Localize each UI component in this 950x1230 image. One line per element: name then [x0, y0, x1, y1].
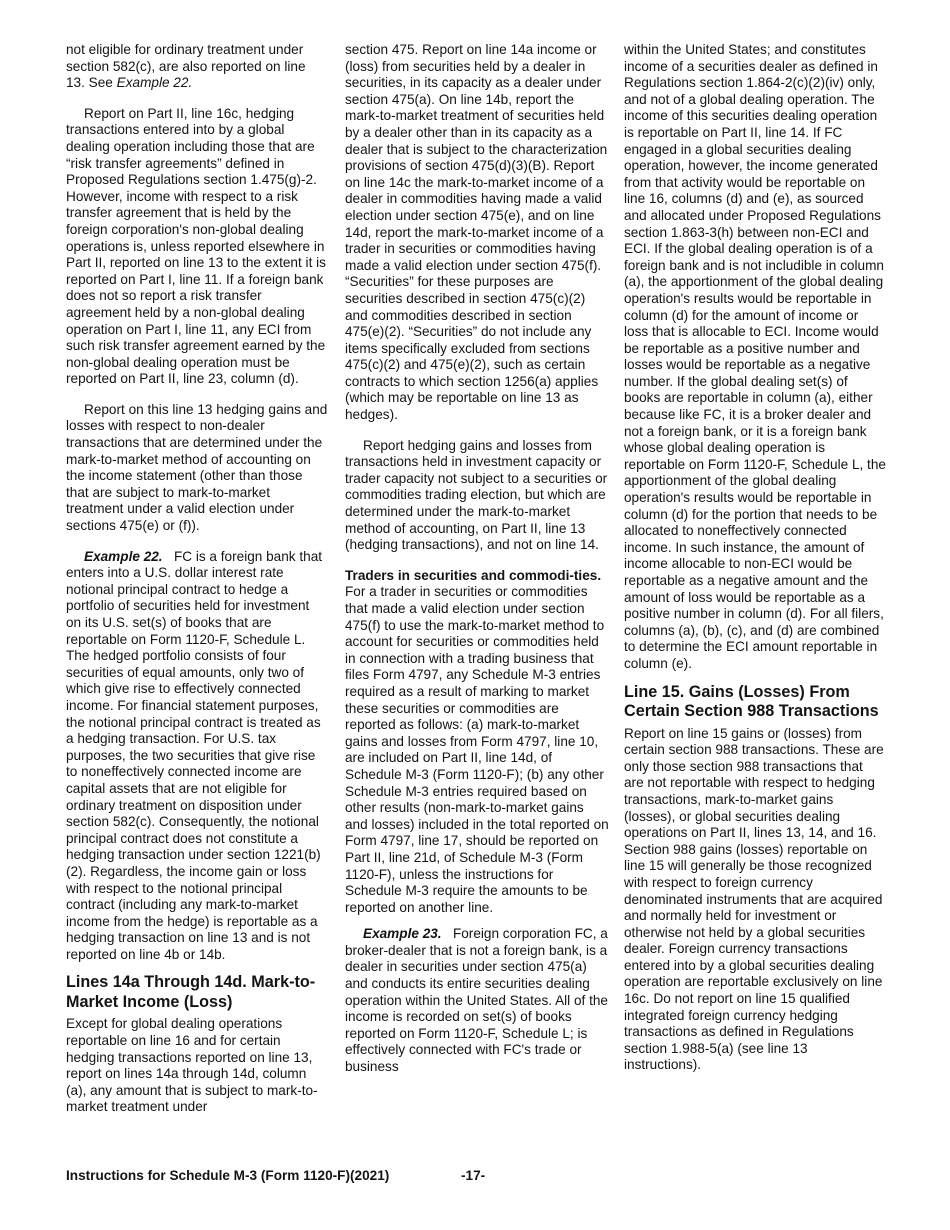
example-23: Example 23. Foreign corporation FC, a broker-dealer that is not a foreign bank, is a dealer in securities under section 475(a) and conducts its entire securities dealing operation within the United States. All of the income is recorded on set(s) of books reported on Form 1120-F, Schedule L; is effectively connected with FC's trade or business — [345, 926, 608, 1075]
section-heading: Line 15. Gains (Losses) From Certain Section 988 Transactions — [624, 682, 879, 721]
paragraph: within the United States; and constitutes income of a securities dealer as defined in Regulations section 1.864-2(c)(2)(iv) only, and not of a global dealing operation. The income of this securities dealing operation is reportable on Part II, line 14. If FC engaged in a global securities dealing operation, however, the income generated from that activity would be reportable on line 16, columns (d) and (e), as sourced and allocated under Proposed Regulations section 1.863-3(h) between non-ECI and ECI. If the global dealing operation is of a foreign bank and is not includible in column (a), the apportionment of the global dealing operation's results would be reportable in column (d) for the amount of income or loss that is allocable to ECI. Income would be reportable as a positive number and losses would be reportable as a negative number. If the global dealing set(s) of books are reportable in column (a), either because like FC, it is a broker dealer and not a foreign bank, or it is a foreign bank whose global dealing operation is reportable on Form 1120-F, Schedule L, the apportionment of the global dealing operation's results would be reportable in column (d) for the portion that needs to be allocated to noneffectively connected income. In such instance, the amount of income allocable to non-ECI would be reportable as a negative amount and the amount of loss would be reportable as a positive number in column (d). For all filers, columns (a), (b), (c), and (d) are combined to determine the ECI amount reportable in column (e). — [624, 42, 886, 671]
paragraph: not eligible for ordinary treatment under section 582(c), are also reported on line 13. See Example 22. — [66, 42, 306, 91]
footer-title: Instructions for Schedule M-3 (Form 1120-F)(2021) — [66, 1168, 390, 1183]
paragraph: Except for global dealing operations reportable on line 16 and for certain hedging transactions reported on line 13, report on lines 14a through 14d, column (a), any amount that is subject to mark-to-market treatment under — [66, 1016, 318, 1115]
example-label: Example 23. — [363, 926, 442, 942]
example-reference: Example 22. — [116, 75, 193, 91]
example-22: Example 22. FC is a foreign bank that enters into a U.S. dollar interest rate notional principal contract to hedge a portfolio of securities held for investment on its U.S. set(s) of books that are reportable on Form 1120-F, Schedule L. The hedged portfolio consists of four securities of equal amounts, only two of which give rise to effectively connected income. For financial statement purposes, the notional principal contract is treated as a hedging transaction. For U.S. tax purposes, the two securities that give rise to noneffectively connected income are capital assets that are not eligible for ordinary treatment on disposition under section 582(c). Consequently, the notional principal contract does not constitute a hedging transaction under section 1221(b)(2). Regardless, the income gain or loss with respect to the notional principal contract (including any mark-to-market income from the hedge) is reportable as a hedging transaction on line 13 and is not reported on line 4b or 14b. — [66, 548, 323, 962]
section-heading: Lines 14a Through 14d. Mark-to-Market Income (Loss) — [66, 973, 316, 1011]
paragraph: Report on this line 13 hedging gains and losses with respect to non-dealer transactions that are determined under the mark-to-market method of accounting on the income statement (other than those that are subject to mark-to-market treatment under a valid election under sections 475(e) or (f)). — [66, 401, 328, 534]
paragraph: Report hedging gains and losses from transactions held in investment capacity or trader capacity not subject to a securities or commodities trading election, but which are determined under the mark-to-market method of accounting, on Part II, line 13 (hedging transactions), and not on line 14. — [345, 437, 608, 553]
traders-paragraph: Traders in securities and commodi-ties. For a trader in securities or commodities that made a valid election under section 475(f) to use the mark-to-market method to account for securities or commodities held in connection with a trading business that files Form 4797, any Schedule M-3 entries required as a result of marking to market these securities or commodities are reported as follows: (a) mark-to-market gains and losses from Form 4797, line 10, are included on Part II, line 14d, of Schedule M-3 (Form 1120-F); (b) any other Schedule M-3 entries required based on other results (non-mark-to-market gains and losses) included in the total reported on Form 4797, line 17, should be reported on Part II, line 21d, of Schedule M-3 (Form 1120-F), unless the instructions for Schedule M-3 require the amounts to be reported on another line. — [345, 567, 609, 915]
paragraph: section 475. Report on line 14a income or (loss) from securities held by a dealer in securities, in its capacity as a dealer under section 475(a). On line 14b, report the mark-to-market treatment of securities held by a dealer other than in its capacity as a dealer that is subject to the characterization provisions of section 475(d)(3)(B). Report on line 14c the mark-to-market income of a dealer in commodities having made a valid election under section 475(e), and on line 14d, report the mark-to-market income of a trader in securities or commodities having made a valid election under section 475(f). “Securities” for these purposes are securities described in section 475(c)(2) and commodities described in section 475(e)(2). “Securities” do not include any items specifically excluded from sections 475(c)(2) and 475(e)(2), such as certain contracts to which section 1256(a) applies (which may be reportable on line 13 as hedges). — [345, 42, 608, 423]
column-2 — [345, 42, 610, 1090]
paragraph: Report on Part II, line 16c, hedging transactions entered into by a global dealing operation including those that are “risk transfer agreements” defined in Proposed Regulations section 1.475(g)-2. However, income with respect to a risk transfer agreement that is held by the foreign corporation's non-global dealing operations is, unless reported elsewhere in Part II, reported on line 13 to the extent it is reported on Part I, line 11. If a foreign bank does not so report a risk transfer agreement held by a non-global dealing operation on Part I, line 11, any ECI from such risk transfer agreement earned by the non-global dealing operation must be reported on Part II, line 23, column (d). — [66, 105, 326, 387]
paragraph: Report on line 15 gains or (losses) from certain section 988 transactions. These are only those section 988 transactions that are not reportable with respect to hedging transactions, mark-to-market gains (losses), or global securities dealing operations on Part II, lines 13, 14, and 16. Section 988 gains (losses) reportable on line 15 will generally be those recognized with respect to foreign currency denominated instruments that are acquired and normally held for investment or otherwise not held by a global securities dealer. Foreign currency transactions entered into by a global securities dealing operation are reportable exclusively on line 16c. Do not report on line 15 qualified integrated foreign currency hedging transactions as defined in Regulations section 1.988-5(a) (see line 13 instructions). — [624, 725, 884, 1073]
column-3 — [624, 42, 886, 1088]
page-number: -17- — [461, 1168, 486, 1183]
run-in-heading: Traders in securities and commodi-ties. — [345, 567, 602, 583]
example-label: Example 22. — [84, 548, 163, 564]
column-1 — [66, 42, 328, 1130]
